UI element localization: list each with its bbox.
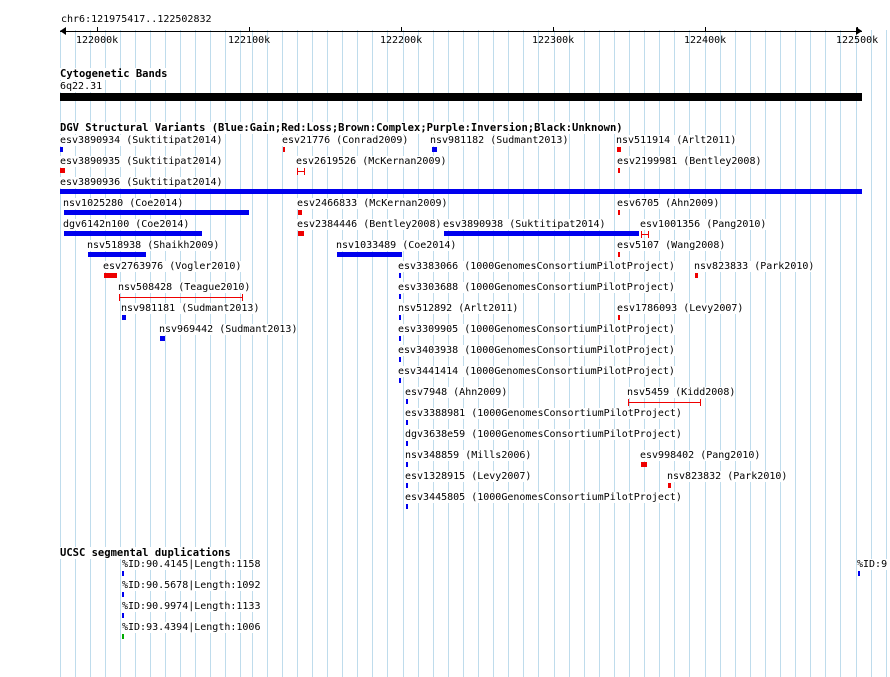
- feature-bar[interactable]: [618, 210, 620, 215]
- feature-bar[interactable]: [122, 315, 126, 320]
- feature-bar[interactable]: [618, 315, 620, 320]
- feature-bar[interactable]: [337, 252, 402, 257]
- feature-bar[interactable]: [399, 315, 401, 320]
- feature-label[interactable]: esv1328915 (Levy2007): [405, 471, 532, 482]
- feature-bar[interactable]: [668, 483, 671, 488]
- segdup-track-title[interactable]: UCSC segmental duplications: [60, 547, 231, 559]
- feature-label[interactable]: esv3303688 (1000GenomesConsortiumPilotProject): [398, 282, 675, 293]
- feature-bar[interactable]: [406, 483, 408, 488]
- segdup-label[interactable]: %ID:90.4145|Length:1158: [122, 559, 261, 570]
- feature-label[interactable]: esv21776 (Conrad2009): [282, 135, 409, 146]
- feature-label[interactable]: esv3383066 (1000GenomesConsortiumPilotProject): [398, 261, 675, 272]
- feature-bar[interactable]: [618, 168, 620, 173]
- ruler-tick-label: 122100k: [228, 35, 271, 46]
- segdup-label[interactable]: %ID:90.9974|Length:1133: [122, 601, 261, 612]
- feature-label[interactable]: nsv511914 (Arlt2011): [616, 135, 737, 146]
- segdup-label[interactable]: %ID:9: [857, 559, 888, 570]
- feature-bar[interactable]: [406, 504, 408, 509]
- feature-bar[interactable]: [104, 273, 117, 278]
- feature-bar[interactable]: [406, 420, 408, 425]
- feature-bar[interactable]: [399, 273, 401, 278]
- feature-bar[interactable]: [399, 294, 401, 299]
- feature-label[interactable]: nsv518938 (Shaikh2009): [87, 240, 220, 251]
- feature-span[interactable]: [119, 297, 243, 298]
- ruler-line: [60, 31, 862, 32]
- feature-bar[interactable]: [406, 399, 408, 404]
- position-label: chr6:121975417..122502832: [61, 14, 212, 25]
- feature-bar[interactable]: [406, 441, 408, 446]
- segdup-bar[interactable]: [122, 592, 124, 597]
- feature-span-cap: [700, 399, 701, 406]
- feature-label[interactable]: esv2466833 (McKernan2009): [297, 198, 448, 209]
- feature-span-cap: [641, 231, 642, 238]
- feature-label[interactable]: esv3890936 (Suktitipat2014): [60, 177, 223, 188]
- feature-label[interactable]: nsv508428 (Teague2010): [118, 282, 251, 293]
- feature-bar[interactable]: [444, 231, 639, 236]
- feature-label[interactable]: nsv512892 (Arlt2011): [398, 303, 519, 314]
- feature-span-cap: [304, 168, 305, 175]
- segdup-bar[interactable]: [858, 571, 860, 576]
- feature-span-cap: [297, 168, 298, 175]
- feature-label[interactable]: esv3890935 (Suktitipat2014): [60, 156, 223, 167]
- feature-bar[interactable]: [641, 462, 647, 467]
- cytoband-track-title[interactable]: Cytogenetic Bands: [60, 68, 168, 80]
- feature-label[interactable]: esv2763976 (Vogler2010): [103, 261, 242, 272]
- ruler-tick: [857, 27, 858, 32]
- feature-label[interactable]: esv6705 (Ahn2009): [617, 198, 720, 209]
- feature-bar[interactable]: [432, 147, 437, 152]
- feature-label[interactable]: esv2199981 (Bentley2008): [617, 156, 762, 167]
- feature-span-cap: [119, 294, 120, 301]
- ruler-tick: [401, 27, 402, 32]
- feature-label[interactable]: esv3890934 (Suktitipat2014): [60, 135, 223, 146]
- feature-label[interactable]: nsv1025280 (Coe2014): [63, 198, 184, 209]
- ruler-arrow-left-icon: [60, 27, 66, 35]
- feature-bar[interactable]: [406, 462, 408, 467]
- feature-label[interactable]: esv2619526 (McKernan2009): [296, 156, 447, 167]
- feature-bar[interactable]: [298, 231, 304, 236]
- feature-label[interactable]: esv3441414 (1000GenomesConsortiumPilotProject): [398, 366, 675, 377]
- feature-bar[interactable]: [64, 210, 249, 215]
- ruler-tick-label: 122000k: [76, 35, 119, 46]
- feature-label[interactable]: esv7948 (Ahn2009): [405, 387, 508, 398]
- ruler-tick: [705, 27, 706, 32]
- feature-span-cap: [648, 231, 649, 238]
- ruler-tick-label: 122500k: [836, 35, 879, 46]
- feature-span-cap: [242, 294, 243, 301]
- feature-label[interactable]: esv1786093 (Levy2007): [617, 303, 744, 314]
- feature-bar[interactable]: [283, 147, 285, 152]
- feature-label[interactable]: nsv981182 (Sudmant2013): [430, 135, 569, 146]
- segdup-bar[interactable]: [122, 634, 124, 639]
- cytoband-label: 6q22.31: [60, 81, 103, 92]
- feature-label[interactable]: esv3403938 (1000GenomesConsortiumPilotProject): [398, 345, 675, 356]
- feature-label[interactable]: esv3445805 (1000GenomesConsortiumPilotProject): [405, 492, 682, 503]
- feature-label[interactable]: esv3309905 (1000GenomesConsortiumPilotProject): [398, 324, 675, 335]
- feature-label[interactable]: nsv348859 (Mills2006): [405, 450, 532, 461]
- feature-label[interactable]: nsv823833 (Park2010): [694, 261, 815, 272]
- feature-label[interactable]: esv5107 (Wang2008): [617, 240, 726, 251]
- feature-label[interactable]: dgv3638e59 (1000GenomesConsortiumPilotProject): [405, 429, 682, 440]
- dgv-track-title[interactable]: DGV Structural Variants (Blue:Gain;Red:Loss;Brown:Complex;Purple:Inversion;Black:Unknown): [60, 122, 623, 134]
- feature-span[interactable]: [628, 402, 701, 403]
- segdup-label[interactable]: %ID:93.4394|Length:1006: [122, 622, 261, 633]
- ruler-tick: [249, 27, 250, 32]
- feature-bar[interactable]: [298, 210, 302, 215]
- feature-bar[interactable]: [88, 252, 146, 257]
- feature-label[interactable]: esv3890938 (Suktitipat2014): [443, 219, 606, 230]
- feature-span-cap: [628, 399, 629, 406]
- feature-label[interactable]: esv2384446 (Bentley2008): [297, 219, 442, 230]
- feature-label[interactable]: nsv1033489 (Coe2014): [336, 240, 457, 251]
- ruler-tick-label: 122300k: [532, 35, 575, 46]
- segdup-bar[interactable]: [122, 613, 124, 618]
- segdup-label[interactable]: %ID:90.5678|Length:1092: [122, 580, 261, 591]
- feature-bar[interactable]: [60, 147, 63, 152]
- feature-label[interactable]: nsv969442 (Sudmant2013): [159, 324, 298, 335]
- segdup-bar[interactable]: [122, 571, 124, 576]
- feature-bar[interactable]: [399, 336, 401, 341]
- feature-label[interactable]: dgv6142n100 (Coe2014): [63, 219, 190, 230]
- feature-label[interactable]: nsv823832 (Park2010): [667, 471, 788, 482]
- feature-bar[interactable]: [618, 252, 620, 257]
- feature-bar[interactable]: [160, 336, 165, 341]
- feature-label[interactable]: nsv981181 (Sudmant2013): [121, 303, 260, 314]
- feature-bar[interactable]: [64, 231, 202, 236]
- ruler-tick-label: 122200k: [380, 35, 423, 46]
- cytoband-bar[interactable]: [60, 93, 862, 101]
- feature-bar[interactable]: [399, 378, 401, 383]
- feature-bar[interactable]: [399, 357, 401, 362]
- feature-bar[interactable]: [695, 273, 698, 278]
- feature-bar[interactable]: [60, 189, 862, 194]
- ruler-tick: [97, 27, 98, 32]
- ruler-tick: [553, 27, 554, 32]
- feature-label[interactable]: esv1001356 (Pang2010): [640, 219, 767, 230]
- feature-bar[interactable]: [60, 168, 65, 173]
- feature-label[interactable]: esv3388981 (1000GenomesConsortiumPilotProject): [405, 408, 682, 419]
- feature-label[interactable]: esv998402 (Pang2010): [640, 450, 761, 461]
- feature-label[interactable]: nsv5459 (Kidd2008): [627, 387, 736, 398]
- ruler-tick-label: 122400k: [684, 35, 727, 46]
- feature-bar[interactable]: [617, 147, 621, 152]
